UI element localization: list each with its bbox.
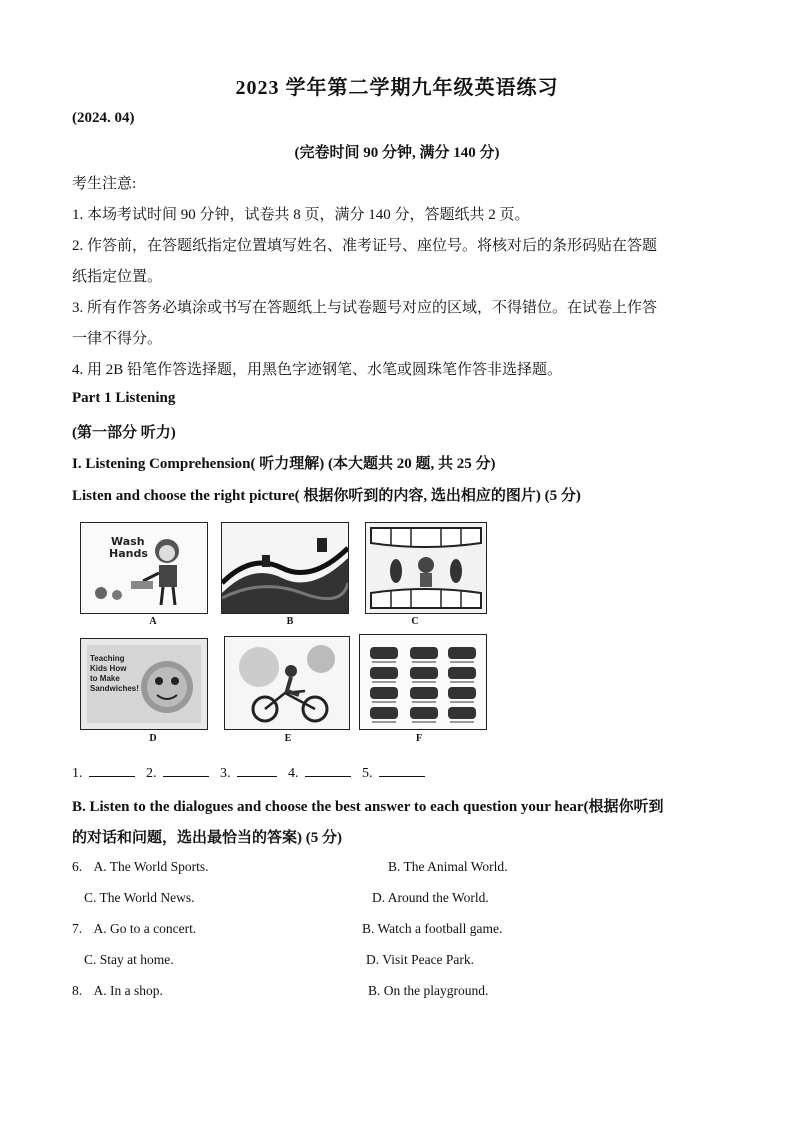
question-7 [72,921,196,937]
blank-label-1: 1. [72,766,83,781]
sandwich-menu-picture [359,634,487,730]
notice-item-1: 1. 本场考试时间 90 分钟，试卷共 8 页，满分 140 分，答题纸共 2 页。 [72,207,530,223]
question-6-option-b: B. The Animal World. [388,859,508,874]
picture-label-d: D [149,733,157,744]
svg-text:Wash: Wash [111,535,145,548]
question-7-option-b: B. Watch a football game. [362,921,503,936]
section-I-heading: I. Listening Comprehension( 听力理解) (本大题共 20 题, 共 25 分) [72,456,496,472]
question-7-option-c: C. Stay at home. [84,952,174,967]
section-A-instruction: Listen and choose the right picture( 根据你听到的内容, 选出相应的图片) (5 分) [72,488,581,504]
section-B-instruction-cont: 的对话和问题，选出最恰当的答案) (5 分) [72,830,342,846]
picture-label-f: F [415,733,423,744]
part1-title: Part 1 Listening [72,390,176,406]
notice-item-2: 2. 作答前，在答题纸指定位置填写姓名、准考证号、座位号。将核对后的条形码贴在答题 [72,238,658,254]
answer-blank-4[interactable] [305,764,351,777]
notice-heading: 考生注意: [72,176,137,192]
poster-line-1: Teaching [90,654,125,663]
answer-blank-2[interactable] [163,764,209,777]
picture-label-e: E [284,733,292,744]
question-8 [72,983,163,999]
cyclist-picture [224,636,350,730]
exam-date: (2024. 04) [72,110,135,126]
question-6-option-d: D. Around the World. [372,890,489,905]
question-6-number: 6. [72,859,83,874]
notice-item-2-cont: 纸指定位置。 [72,269,163,285]
answer-blank-5[interactable] [379,764,425,777]
blank-label-4: 4. [288,766,299,781]
question-7-number: 7. [72,921,83,936]
picture-label-c: C [411,616,419,627]
answer-blank-3[interactable] [237,764,277,777]
part1-subtitle: (第一部分 听力) [72,425,176,441]
blank-label-2: 2. [146,766,157,781]
answer-blanks-row [72,764,433,782]
blank-label-3: 3. [220,766,231,781]
question-8-option-b: B. On the playground. [368,983,489,998]
notice-item-3-cont: 一律不得分。 [72,331,163,347]
question-8-number: 8. [72,983,83,998]
poster-line-3: to Make [90,674,120,683]
blank-label-5: 5. [362,766,373,781]
notice-item-3: 3. 所有作答务必填涂或书写在答题纸上与试卷题号对应的区域，不得错位。在试卷上作答 [72,300,658,316]
notice-item-4: 4. 用 2B 铅笔作答选择题，用黑色字迹钢笔、水笔或圆珠笔作答非选择题。 [72,362,563,378]
question-6 [72,859,209,875]
question-7-option-a: A. Go to a concert. [93,921,197,936]
question-7-option-d: D. Visit Peace Park. [366,952,475,967]
exam-time-info: (完卷时间 90 分钟, 满分 140 分) [294,145,500,161]
svg-text:Hands: Hands [109,547,148,560]
picture-label-a: A [149,616,157,627]
poster-line-2: Kids How [90,664,127,673]
picture-label-b: B [286,616,294,627]
sandwich-poster-text [90,654,139,694]
poster-line-4: Sandwiches! [90,684,139,693]
exam-title: 2023 学年第二学期九年级英语练习 [235,77,559,99]
dentist-teeth-picture [365,522,487,614]
section-B-instruction: B. Listen to the dialogues and choose the best answer to each question your hear(根据你听到 [72,799,664,815]
great-wall-picture [221,522,349,614]
girl-washing-hands-picture [80,522,208,614]
question-6-option-a: A. The World Sports. [93,859,209,874]
question-6-option-c: C. The World News. [84,890,195,905]
question-8-option-a: A. In a shop. [93,983,163,998]
answer-blank-1[interactable] [89,764,135,777]
